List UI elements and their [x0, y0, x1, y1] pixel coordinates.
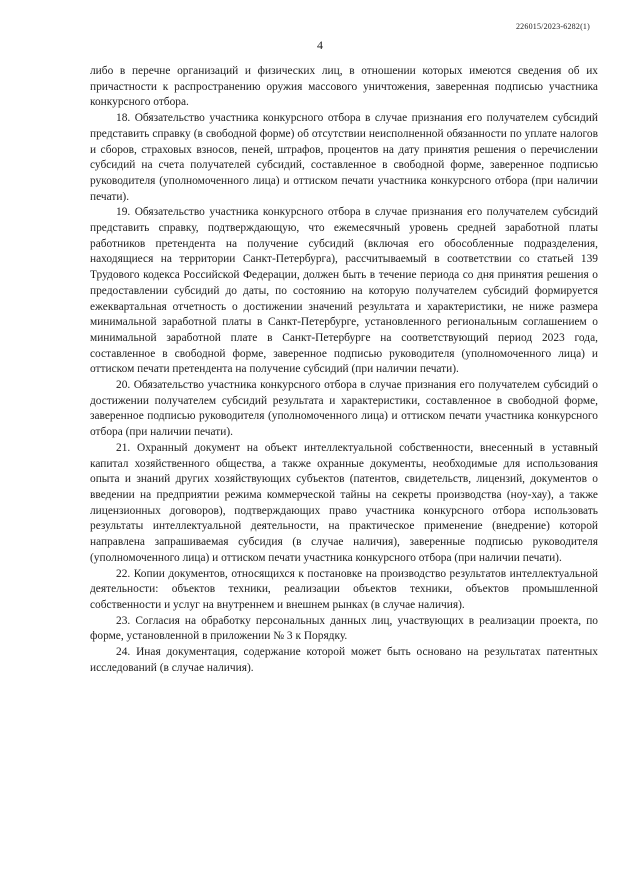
paragraph-continuation: либо в перечне организаций и физических лиц, в отношении которых имеются сведения об их причастности к распространению оружия массового уничтожения, заверенная подписью участника конкурсного отбора. [90, 65, 598, 109]
paragraph-20: 20. Обязательство участника конкурсного отбора в случае признания его получателем субсидий о достижении получателем субсидий результата и характеристики, составленное в свободной форме, заверенное подписью руководителя (уполномоченного лица) и оттиском печати участника конкурсного отбора (при наличии печати). [90, 379, 598, 439]
paragraph-24: 24. Иная документация, содержание которой может быть основано на результатах патентных исследований (в случае наличия). [90, 646, 598, 674]
document-id: 226015/2023-6282(1) [515, 22, 590, 31]
paragraph-22: 22. Копии документов, относящихся к постановке на производство результатов интеллектуальной деятельности: объектов техники, реализации объектов техники, объектов промышленной собственности и услуг на внутреннем и внешнем рынках (в случае наличия). [90, 567, 598, 611]
paragraph-21: 21. Охранный документ на объект интеллектуальной собственности, внесенный в уставный капитал хозяйственного общества, а также охранные документы, необходимые для использования опыта и знаний других хозяйствующих субъектов (патентов, свидетельств, лицензий, документов о введении на предприятии режима коммерческой тайны на секреты производства (ноу-хау), а также лицензионных договоров), подтверждающих право участника конкурсного отбора использовать результаты интеллектуальной деятельности, на практическое применение (внедрение) которой направлена запрашиваемая субсидия (в случае наличия), заверенные подписью руководителя (уполномоченного лица) и оттиском печати участника конкурсного отбора (при наличии печати). [90, 441, 598, 564]
paragraph-19: 19. Обязательство участника конкурсного отбора в случае признания его получателем субсидий представить справку, подтверждающую, что ежемесячный уровень средней заработной платы работников претендента на получение субсидий (включая его обособленные подразделения, находящиеся на территории Санкт-Петербурга), рассчитываемый в соответствии со статьей 139 Трудового кодекса Российской Федерации, должен быть в течение периода со дня принятия решения о предоставлении субсидий до даты, по состоянию на которую получателем субсидий формируется ежеквартальная отчетность о достижении значений результата и характеристики, не ниже размера минимальной заработной платы в Санкт-Петербурге, установленного региональным соглашением о минимальной заработной плате в Санкт-Петербурге на соответствующий период 2023 года, составленное в свободной форме, заверенное подписью руководителя (уполномоченного лица) и оттиском печати претендента на получение субсидий (при наличии печати). [90, 206, 598, 376]
paragraph-18: 18. Обязательство участника конкурсного отбора в случае признания его получателем субсидий представить справку (в свободной форме) об отсутствии неисполненной обязанности по уплате налогов и сборов, страховых взносов, пеней, штрафов, процентов на дату принятия решения о перечислении субсидий на счета получателей субсидий, составленное в свободной форме, заверенное подписью руководителя (уполномоченного лица) и оттиском печати участника конкурсного отбора (при наличии печати). [90, 112, 598, 203]
paragraph-23: 23. Согласия на обработку персональных данных лиц, участвующих в реализации проекта, по форме, установленной в приложении № 3 к Порядку. [90, 614, 598, 643]
page-number: 4 [317, 38, 323, 52]
document-body [90, 64, 598, 676]
